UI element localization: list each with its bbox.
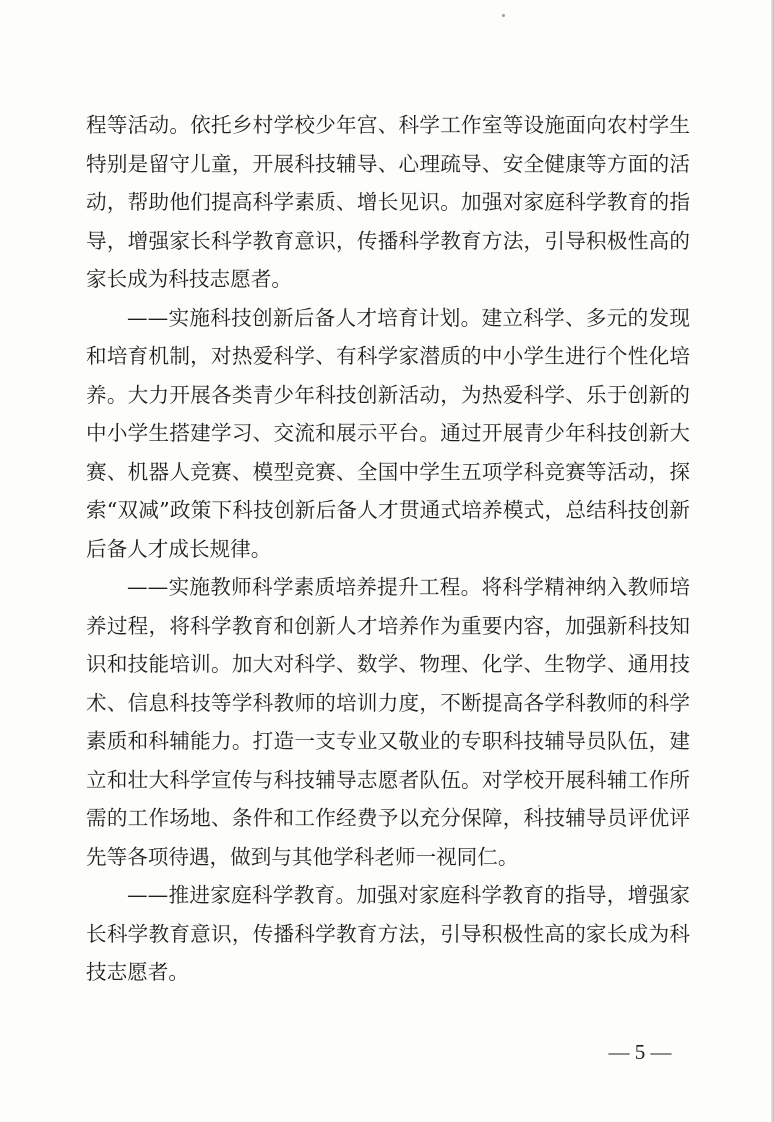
scan-speck (502, 14, 505, 17)
paragraph-continuation: 程等活动。依托乡村学校少年宫、科学工作室等设施面向农村学生特别是留守儿童，开展科技辅导、心理疏导、安全健康等方面的活动，帮助他们提高科学素质、增长见识。加强对家庭科学教育的指导，增强家长科学教育意识，传播科学教育方法，引导积极性高的家长成为科技志愿者。 (86, 113, 690, 291)
paragraph-teacher-training: ——实施教师科学素质培养提升工程。将科学精神纳入教师培养过程，将科学教育和创新人才培养作为重要内容，加强新科技知识和技能培训。加大对科学、数学、物理、化学、生物学、通用技术、信息科技等学科教师的培训力度，不断提高各学科教师的科学素质和科辅能力。打造一支专业又敬业的专职科技辅导员队伍，建立和壮大科学宣传与科技辅导志愿者队伍。对学校开展科辅工作所需的工作场地、条件和工作经费予以充分保障，科技辅导员评优评先等各项待遇，做到与其他学科老师一视同仁。 (86, 575, 690, 869)
paragraph-talent-cultivation: ——实施科技创新后备人才培育计划。建立科学、多元的发现和培育机制，对热爱科学、有科学家潜质的中小学生进行个性化培养。大力开展各类青少年科技创新活动，为热爱科学、乐于创新的中小学生搭建学习、交流和展示平台。通过开展青少年科技创新大赛、机器人竞赛、模型竞赛、全国中学生五项学科竞赛等活动，探索“双减”政策下科技创新后备人才贯通式培养模式，总结科技创新后备人才成长规律。 (86, 305, 690, 561)
document-body (86, 106, 690, 992)
paragraph-family-education: ——推进家庭科学教育。加强对家庭科学教育的指导，增强家长科学教育意识，传播科学教育方法，引导积极性高的家长成为科技志愿者。 (86, 883, 690, 984)
page-number: — 5 — (608, 1040, 672, 1064)
